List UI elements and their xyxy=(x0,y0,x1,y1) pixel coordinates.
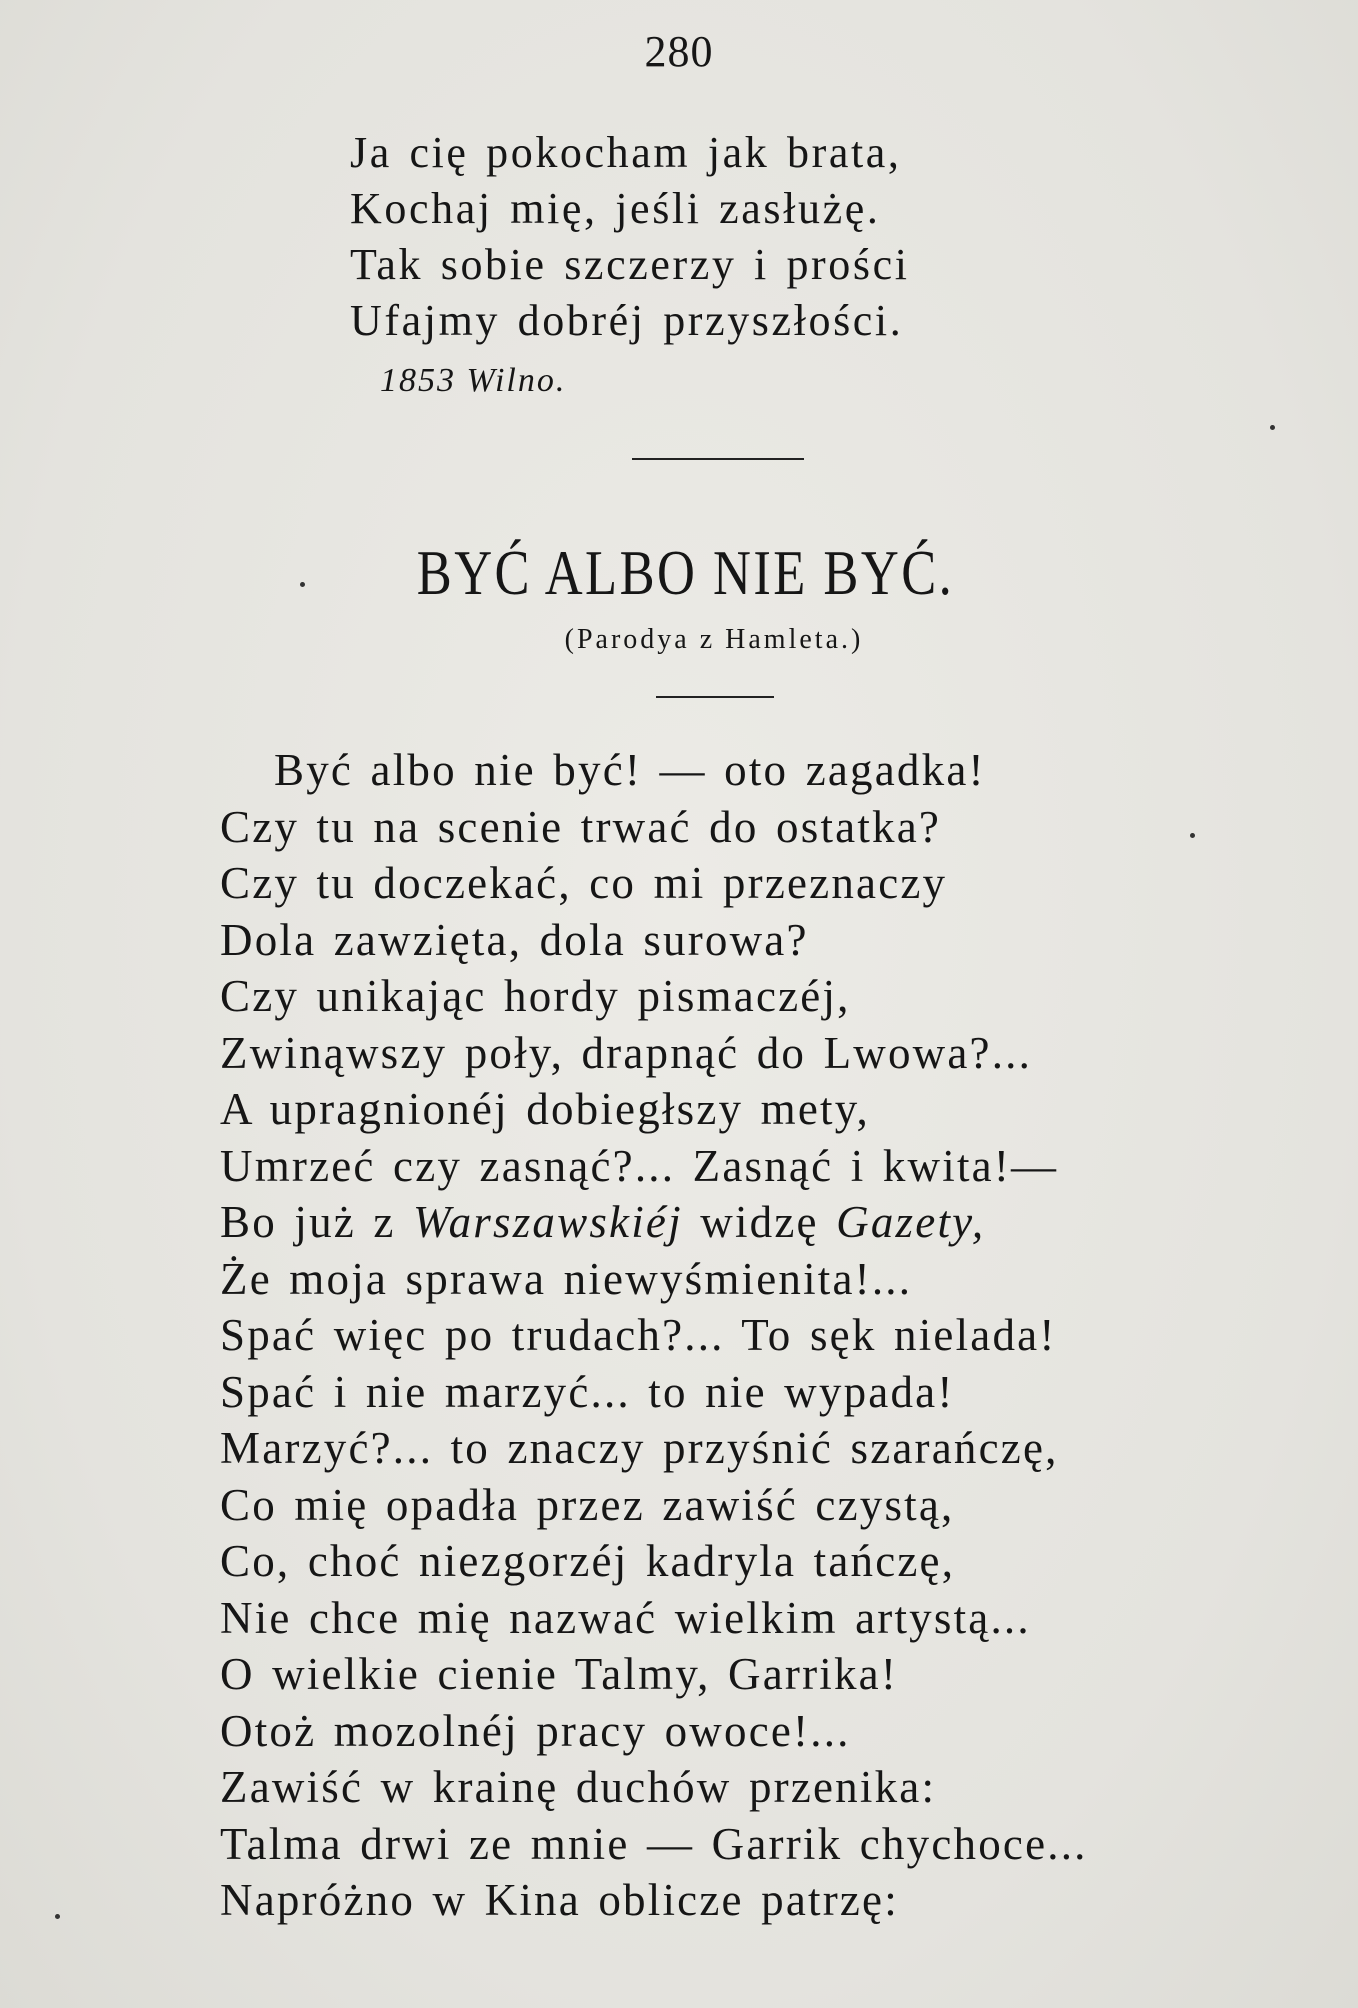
poem-subtitle: (Parodya z Hamleta.) xyxy=(564,624,864,655)
page-number: 280 xyxy=(644,27,714,76)
poem-line: Nie chce mię nazwać wielkim artystą... xyxy=(220,1592,1031,1643)
poem-line: Marzyć?... to znaczy przyśnić szarańczę, xyxy=(220,1423,1059,1473)
poem-text: widzę xyxy=(682,1197,837,1247)
stanza-line: Ufajmy dobréj przyszłości. xyxy=(350,296,904,345)
poem-line: Otoż mozolnéj pracy owoce!... xyxy=(220,1705,851,1756)
poem-line: Zawiść w krainę duchów przenika: xyxy=(220,1762,937,1812)
poem-title: BYĆ ALBO NIE BYĆ. xyxy=(416,537,955,608)
italic-title: Warszawskiéj xyxy=(413,1197,683,1247)
section-divider xyxy=(632,458,804,460)
poem-line xyxy=(220,1194,1088,1251)
poem-line: Być albo nie być! — oto zagadka! xyxy=(274,745,986,795)
stanza-line: Kochaj mię, jeśli zasłużę. xyxy=(350,184,881,233)
poem-line: Zwinąwszy poły, drapnąć do Lwowa?... xyxy=(220,1027,1033,1078)
paper-speck xyxy=(1270,425,1275,430)
italic-title: Gazety, xyxy=(836,1197,986,1247)
poem-line: Talma drwi ze mnie — Garrik chychoce... xyxy=(220,1818,1088,1869)
closing-stanza xyxy=(350,125,910,349)
poem-line: Umrzeć czy zasnąć?... Zasnąć i kwita!— xyxy=(220,1140,1059,1191)
poem-line: Napróżno w Kina oblicze patrzę: xyxy=(220,1875,899,1925)
stanza-line: Tak sobie szczerzy i prości xyxy=(350,240,910,289)
title-divider xyxy=(656,696,774,698)
poem-line: Dola zawzięta, dola surowa? xyxy=(220,914,809,965)
poem-line: Co mię opadła przez zawiść czystą, xyxy=(220,1479,955,1530)
date-place: 1853 Wilno. xyxy=(380,362,567,399)
poem-line: Czy tu na scenie trwać do ostatka? xyxy=(220,801,942,852)
poem-line: Spać więc po trudach?... To sęk nielada! xyxy=(220,1310,1057,1360)
poem-line: O wielkie cienie Talmy, Garrika! xyxy=(220,1649,899,1699)
poem-line: Spać i nie marzyć... to nie wypada! xyxy=(220,1366,955,1417)
paper-speck xyxy=(55,1914,60,1919)
poem-line: Czy unikając hordy pismaczéj, xyxy=(220,971,851,1021)
poem-line: Że moja sprawa niewyśmienita!... xyxy=(220,1253,913,1304)
paper-speck xyxy=(1190,833,1195,838)
poem-line: Co, choć niezgorzéj kadryla tańczę, xyxy=(220,1536,956,1586)
paper-speck xyxy=(300,582,305,587)
poem-text: Bo już z xyxy=(220,1197,414,1247)
poem-line: A upragnionéj dobiegłszy mety, xyxy=(220,1084,870,1134)
poem-line: Czy tu doczekać, co mi przeznaczy xyxy=(220,858,948,908)
poem-body xyxy=(220,742,1088,1929)
stanza-line: Ja cię pokocham jak brata, xyxy=(350,128,902,177)
